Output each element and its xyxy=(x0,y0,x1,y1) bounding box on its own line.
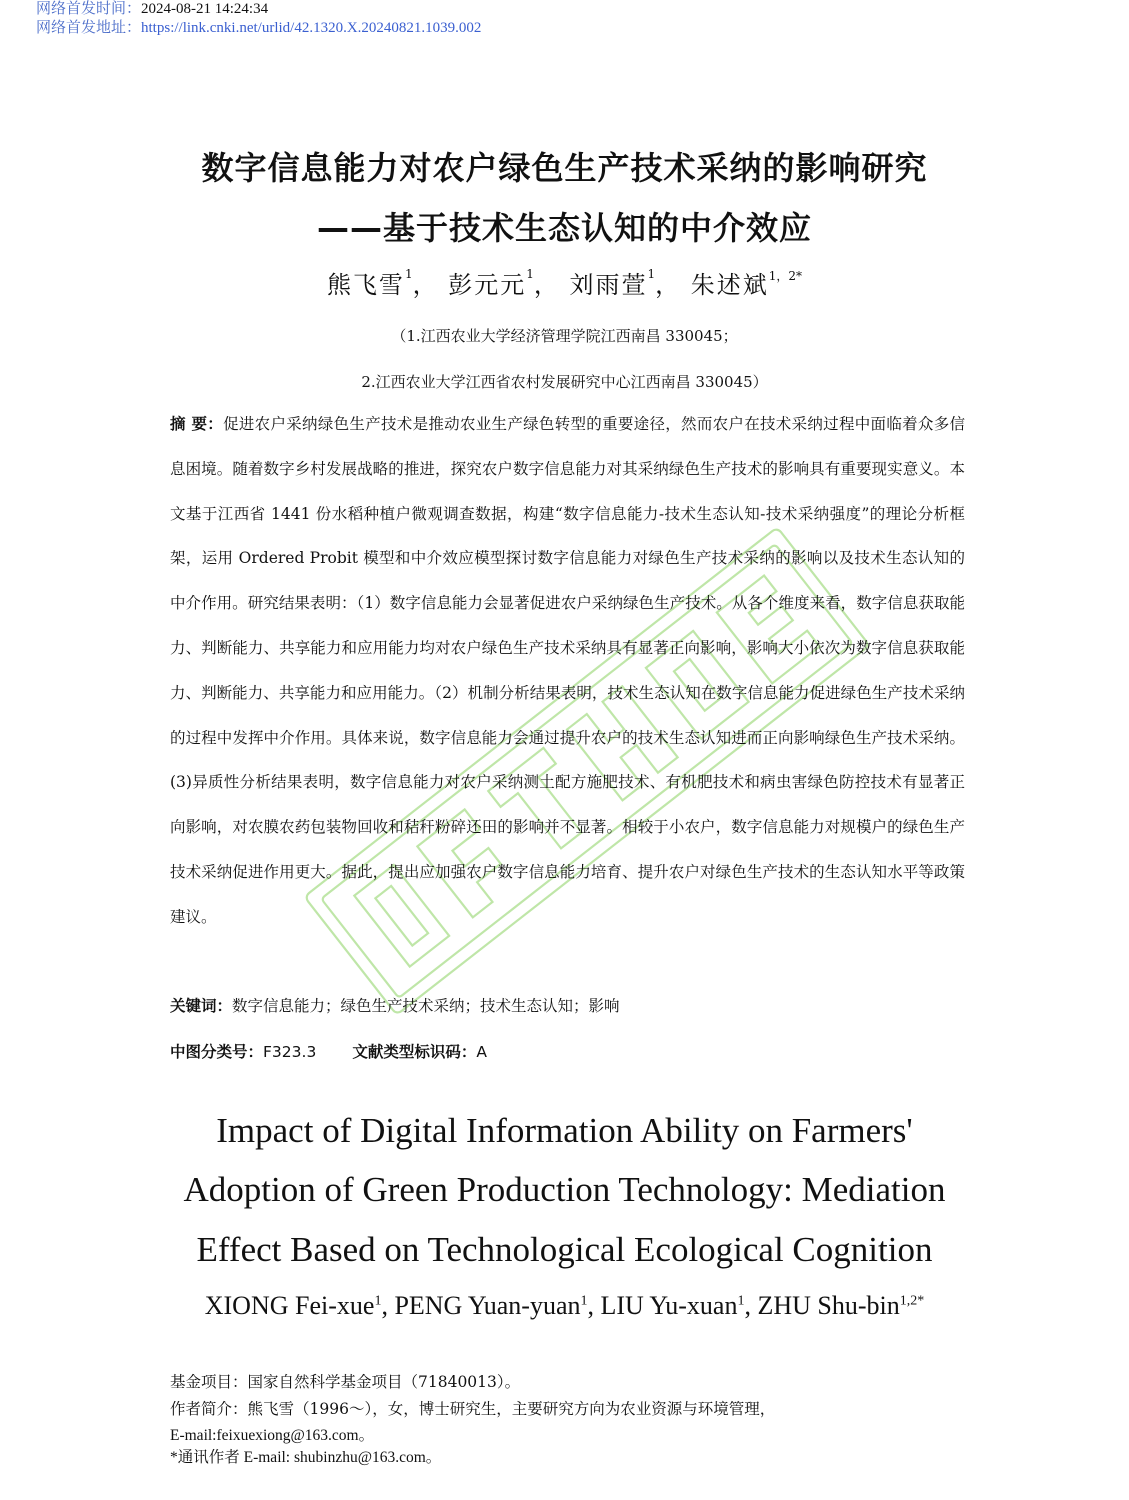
publication-time-line xyxy=(36,0,268,18)
publication-time-value: 2024-08-21 14:24:34 xyxy=(141,1,269,17)
keywords-text: 数字信息能力；绿色生产技术采纳；技术生态认知；影响 xyxy=(232,997,620,1015)
keywords-label: 关键词： xyxy=(170,997,233,1015)
clc-label: 中图分类号： xyxy=(170,1043,264,1061)
title-en-line1: Impact of Digital Information Ability on Farmers' xyxy=(216,1111,913,1150)
title-cn-line1: 数字信息能力对农户绿色生产技术采纳的影响研究 xyxy=(201,149,928,187)
abstract-label: 摘 要： xyxy=(170,415,224,433)
clc-value: F323.3 xyxy=(263,1043,317,1061)
author-cn-affiliation: 1 xyxy=(526,267,534,281)
abstract-text: 促进农户采纳绿色生产技术是推动农业生产绿色转型的重要途径，然而农户在技术采纳过程中面临着众多信息困境。随着数字乡村发展战略的推进，探究农户数字信息能力对其采纳绿色生产技术的影响具有重要现实意义。本文基于江西省 1441 份水稻种植户微观调查数据，构建“数字信息能力-技术生态认知-技术采纳强度”的理论分析框架，运用 Ordered Probit 模型和中介效应模型探讨数字信息能力对绿色生产技术采纳的影响以及技术生态认知的中介作用。研究结果表明：（1）数字信息能力会显著促进农户采纳绿色生产技术。从各个维度来看，数字信息获取能力、判断能力、共享能力和应用能力均对农户绿色生产技术采纳具有显著正向影响，影响大小依次为数字信息获取能力、判断能力、共享能力和应用能力。（2）机制分析结果表明，技术生态认知在数字信息能力促进绿色生产技术采纳的过程中发挥中介作用。具体来说，数字信息能力会通过提升农户的技术生态认知进而正向影响绿色生产技术采纳。(3)异质性分析结果表明，数字信息能力对农户采纳测土配方施肥技术、有机肥技术和病虫害绿色防控技术有显著正向影响，对农膜农药包装物回收和秸秆粉碎还田的影响并不显著。相较于小农户，数字信息能力对规模户的绿色生产技术采纳促进作用更大。据此，提出应加强农户数字信息能力培育、提升农户对绿色生产技术的生态认知水平等政策建议。 xyxy=(170,415,965,926)
doc-type-label: 文献类型标识码： xyxy=(352,1043,477,1061)
author-cn-affiliation: 1 xyxy=(647,267,656,281)
doc-type-value: A xyxy=(476,1043,487,1061)
title-cn-line2: ——基于技术生态认知的中介效应 xyxy=(316,209,812,247)
author-en-name: PENG Yuan-yuan xyxy=(394,1291,581,1320)
affiliation-line1: （1.江西农业大学经济管理学院江西南昌 330045； xyxy=(391,327,738,345)
affiliation-line2: 2.江西农业大学江西省农村发展研究中心江西南昌 330045） xyxy=(361,373,768,391)
author-en-affiliation: 1 xyxy=(737,1293,745,1309)
publication-url-label: 网络首发地址： xyxy=(36,20,142,36)
publication-time-label: 网络首发时间： xyxy=(36,1,142,17)
keywords xyxy=(170,994,620,1016)
author-cn-name: 彭元元 xyxy=(448,271,527,299)
classification xyxy=(170,1040,487,1062)
author-cn-name: 熊飞雪 xyxy=(326,271,405,299)
author-en-affiliation: 1,2* xyxy=(899,1293,925,1309)
author-cn-affiliation: 1，2* xyxy=(768,269,803,283)
author-en-name: XIONG Fei-xue xyxy=(204,1291,375,1320)
authors-cn: 熊飞雪$^1$， 彭元元$^1$， 刘雨萱$^1$， 朱述斌$^{1,2*}$ xyxy=(326,267,803,299)
author-en-name: LIU Yu-xuan xyxy=(600,1291,738,1320)
title-en-line3: Effect Based on Technological Ecological Cognition xyxy=(196,1230,933,1269)
title-en-line2: Adoption of Green Production Technology: Mediation xyxy=(183,1170,946,1209)
abstract xyxy=(170,402,965,940)
footnote-email: E-mail:feixuexiong@163.com。 xyxy=(170,1427,375,1444)
footnote-fund: 基金项目：国家自然科学基金项目（71840013）。 xyxy=(170,1373,521,1391)
author-en-affiliation: 1 xyxy=(580,1293,588,1309)
author-cn-name: 朱述斌 xyxy=(690,271,769,299)
publication-url-link[interactable]: https://link.cnki.net/urlid/42.1320.X.20240821.1039.002 xyxy=(141,20,482,36)
footnote-author-bio: 作者简介：熊飞雪（1996～），女，博士研究生，主要研究方向为农业资源与环境管理， xyxy=(170,1400,776,1418)
publication-url-line xyxy=(36,19,481,37)
author-en-name: ZHU Shu-bin xyxy=(757,1291,900,1320)
authors-en: XIONG Fei-xue$^1$, PENG Yuan-yuan$^1$, LIU Yu-xuan$^1$, ZHU Shu-bin$^{1,2*}$ xyxy=(204,1291,925,1320)
author-cn-name: 刘雨萱 xyxy=(569,271,648,299)
footnote-corresponding-author: *通讯作者 E-mail: shubinzhu@163.com。 xyxy=(170,1449,442,1466)
author-en-affiliation: 1 xyxy=(374,1293,382,1309)
author-cn-affiliation: 1 xyxy=(404,267,413,281)
